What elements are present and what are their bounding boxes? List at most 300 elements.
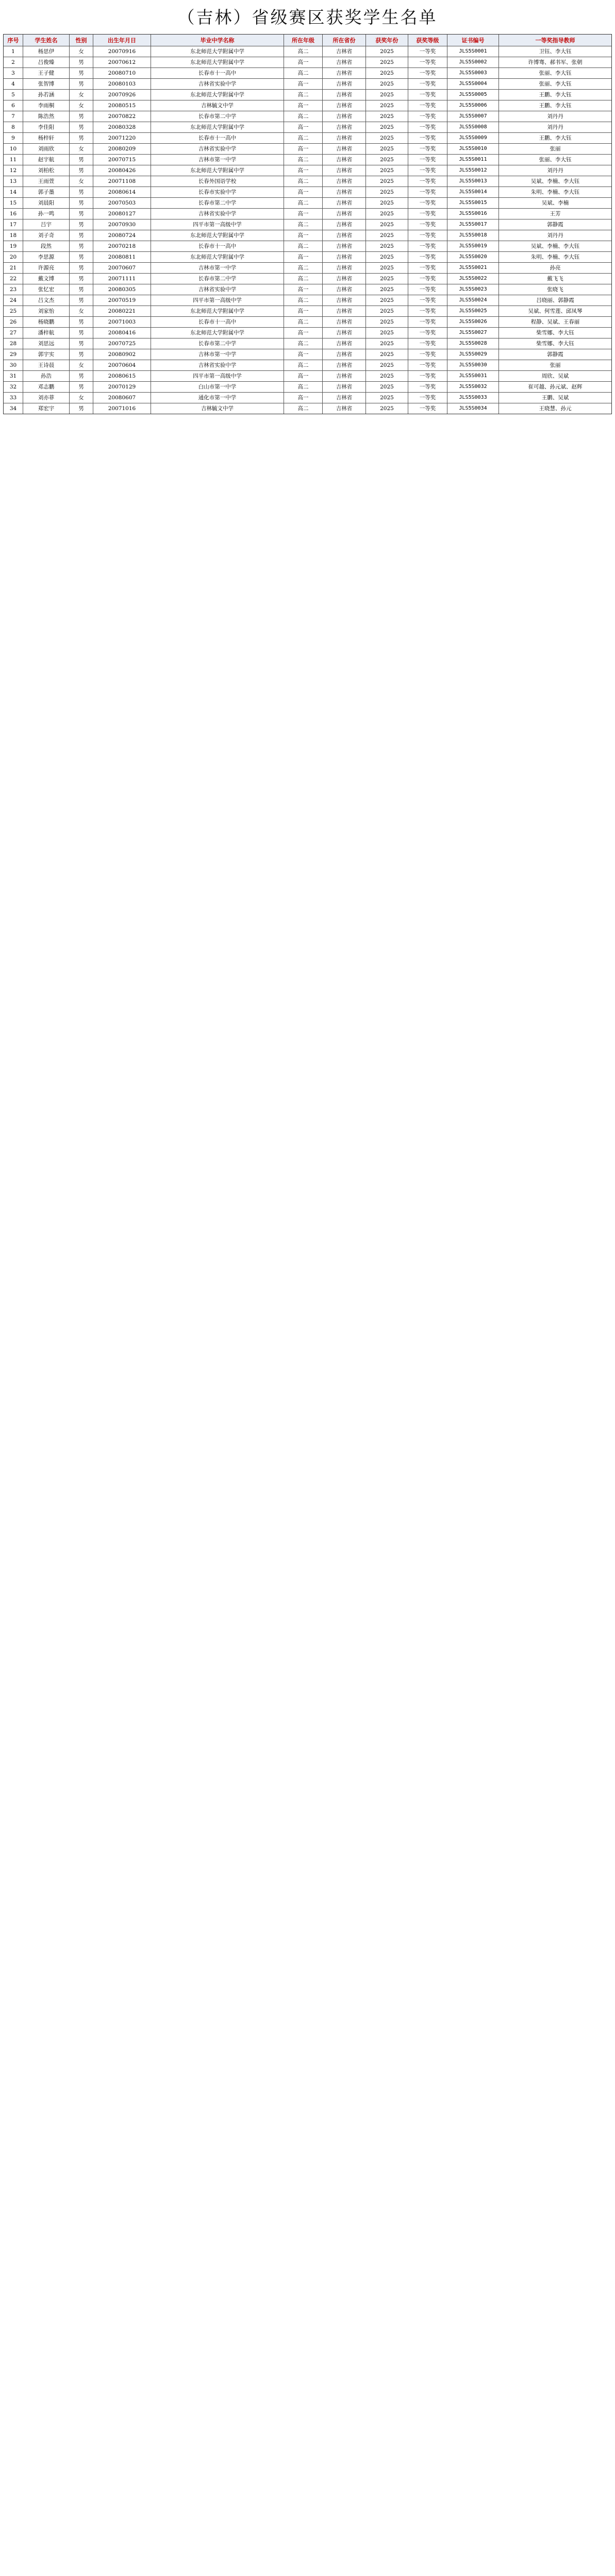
- cell-year: 2025: [366, 209, 408, 219]
- cell-province: 吉林省: [323, 241, 366, 251]
- table-row: [4, 263, 611, 274]
- cell-award-level: 一等奖: [408, 122, 447, 132]
- cell-award-level: 一等奖: [408, 198, 447, 208]
- cell-school: 东北师范大学附属中学: [151, 252, 284, 262]
- cell-index: 23: [4, 284, 23, 295]
- cell-award-level: 一等奖: [408, 79, 447, 89]
- cell-year: 2025: [366, 57, 408, 67]
- cell-gender: 男: [70, 263, 93, 273]
- cell-teacher: 刘丹丹: [547, 167, 563, 174]
- header-award-level: 获奖等级: [408, 35, 447, 46]
- cell-certificate: JLS5S0012: [447, 165, 499, 176]
- table-row: [4, 133, 611, 144]
- cell-school: 四平市第一高级中学: [151, 371, 284, 381]
- cell-birthdate: 20071016: [93, 403, 151, 414]
- cell-school: 四平市第一高级中学: [151, 219, 284, 230]
- cell-index: 4: [4, 79, 23, 89]
- cell-award-level: 一等奖: [408, 68, 447, 78]
- cell-province: 吉林省: [323, 209, 366, 219]
- table-row: [4, 393, 611, 403]
- cell-certificate: JLS5S0002: [447, 57, 499, 67]
- cell-grade: 高二: [284, 133, 323, 143]
- cell-index: 17: [4, 219, 23, 230]
- cell-index: 29: [4, 349, 23, 360]
- cell-certificate: JLS5S0034: [447, 403, 499, 414]
- cell-name: 段然: [23, 241, 70, 251]
- cell-birthdate: 20070607: [93, 263, 151, 273]
- cell-gender: 女: [70, 306, 93, 316]
- cell-school: 吉林省实验中学: [151, 284, 284, 295]
- cell-birthdate: 20080221: [93, 306, 151, 316]
- cell-year: 2025: [366, 349, 408, 360]
- cell-grade: 高一: [284, 187, 323, 197]
- cell-award-level: 一等奖: [408, 403, 447, 414]
- table-row: [4, 371, 611, 382]
- cell-award-level: 一等奖: [408, 209, 447, 219]
- cell-birthdate: 20080615: [93, 371, 151, 381]
- cell-grade: 高一: [284, 371, 323, 381]
- cell-school: 吉林毓文中学: [151, 403, 284, 414]
- cell-birthdate: 20080328: [93, 122, 151, 132]
- cell-birthdate: 20080724: [93, 230, 151, 241]
- cell-certificate: JLS5S0018: [447, 230, 499, 241]
- cell-year: 2025: [366, 274, 408, 284]
- cell-school: 东北师范大学附属中学: [151, 165, 284, 176]
- cell-province: 吉林省: [323, 393, 366, 403]
- cell-school: 东北师范大学附属中学: [151, 90, 284, 100]
- cell-school: 东北师范大学附属中学: [151, 46, 284, 57]
- cell-certificate: JLS5S0015: [447, 198, 499, 208]
- cell-certificate: JLS5S0006: [447, 100, 499, 111]
- cell-name: 许源亮: [23, 263, 70, 273]
- cell-grade: 高一: [284, 284, 323, 295]
- cell-gender: 男: [70, 165, 93, 176]
- cell-grade: 高二: [284, 198, 323, 208]
- cell-province: 吉林省: [323, 317, 366, 327]
- cell-province: 吉林省: [323, 338, 366, 349]
- cell-year: 2025: [366, 317, 408, 327]
- cell-teacher: 张丽: [550, 145, 561, 152]
- cell-year: 2025: [366, 165, 408, 176]
- cell-school: 长春市十一高中: [151, 133, 284, 143]
- cell-name: 刘柏松: [23, 165, 70, 176]
- cell-name: 吕宇: [23, 219, 70, 230]
- cell-teacher: 吴斌、李楠、李大钰: [530, 178, 580, 184]
- cell-school: 吉林毓文中学: [151, 100, 284, 111]
- cell-gender: 男: [70, 57, 93, 67]
- cell-year: 2025: [366, 371, 408, 381]
- cell-grade: 高二: [284, 263, 323, 273]
- cell-teacher: 王鹏、李大钰: [539, 91, 572, 98]
- cell-grade: 高一: [284, 122, 323, 132]
- cell-birthdate: 20070822: [93, 111, 151, 122]
- cell-province: 吉林省: [323, 46, 366, 57]
- cell-school: 白山市第一中学: [151, 382, 284, 392]
- cell-school: 通化市第一中学: [151, 393, 284, 403]
- cell-award-level: 一等奖: [408, 263, 447, 273]
- cell-name: 王诗晨: [23, 360, 70, 370]
- header-school: 毕业中学名称: [151, 35, 284, 46]
- cell-name: 孙若涵: [23, 90, 70, 100]
- cell-year: 2025: [366, 360, 408, 370]
- table-row: [4, 317, 611, 328]
- cell-province: 吉林省: [323, 176, 366, 187]
- page-title: （吉林）省级赛区获奖学生名单: [177, 7, 438, 27]
- table-row: [4, 144, 611, 155]
- header-index: 序号: [4, 35, 23, 46]
- cell-teacher: 周欣、吴斌: [541, 372, 569, 379]
- cell-gender: 男: [70, 111, 93, 122]
- cell-gender: 男: [70, 155, 93, 165]
- cell-gender: 男: [70, 382, 93, 392]
- cell-teacher: 张丽: [550, 362, 561, 368]
- cell-school: 长春外国语学校: [151, 176, 284, 187]
- cell-certificate: JLS5S0033: [447, 393, 499, 403]
- cell-teacher: 张丽、李大钰: [539, 156, 572, 163]
- cell-certificate: JLS5S0003: [447, 68, 499, 78]
- cell-grade: 高一: [284, 306, 323, 316]
- table-row: [4, 382, 611, 393]
- cell-province: 吉林省: [323, 284, 366, 295]
- cell-school: 东北师范大学附属中学: [151, 57, 284, 67]
- cell-award-level: 一等奖: [408, 46, 447, 57]
- cell-grade: 高二: [284, 295, 323, 306]
- cell-name: 刘子奇: [23, 230, 70, 241]
- cell-grade: 高一: [284, 209, 323, 219]
- table-row: [4, 68, 611, 79]
- cell-school: 吉林省实验中学: [151, 209, 284, 219]
- cell-gender: 女: [70, 393, 93, 403]
- cell-name: 杨思伊: [23, 46, 70, 57]
- cell-teacher: 崔可越、孙元斌、赵辉: [528, 383, 583, 390]
- cell-gender: 男: [70, 187, 93, 197]
- cell-certificate: JLS5S0021: [447, 263, 499, 273]
- cell-index: 15: [4, 198, 23, 208]
- cell-gender: 男: [70, 317, 93, 327]
- cell-province: 吉林省: [323, 111, 366, 122]
- cell-grade: 高一: [284, 349, 323, 360]
- cell-year: 2025: [366, 382, 408, 392]
- cell-school: 长春市十一高中: [151, 317, 284, 327]
- cell-birthdate: 20080103: [93, 79, 151, 89]
- cell-award-level: 一等奖: [408, 393, 447, 403]
- cell-certificate: JLS5S0001: [447, 46, 499, 57]
- cell-grade: 高一: [284, 230, 323, 241]
- table-row: [4, 176, 611, 187]
- cell-province: 吉林省: [323, 155, 366, 165]
- cell-grade: 高一: [284, 100, 323, 111]
- table-row: [4, 209, 611, 219]
- header-year: 获奖年份: [366, 35, 408, 46]
- cell-certificate: JLS5S0011: [447, 155, 499, 165]
- cell-gender: 男: [70, 284, 93, 295]
- cell-index: 5: [4, 90, 23, 100]
- cell-province: 吉林省: [323, 328, 366, 338]
- cell-province: 吉林省: [323, 371, 366, 381]
- cell-certificate: JLS5S0016: [447, 209, 499, 219]
- cell-name: 杨晓鹏: [23, 317, 70, 327]
- cell-award-level: 一等奖: [408, 382, 447, 392]
- cell-name: 邓志鹏: [23, 382, 70, 392]
- cell-province: 吉林省: [323, 230, 366, 241]
- cell-certificate: JLS5S0009: [447, 133, 499, 143]
- cell-year: 2025: [366, 252, 408, 262]
- cell-gender: 男: [70, 241, 93, 251]
- cell-province: 吉林省: [323, 198, 366, 208]
- table-header-row: [4, 35, 611, 46]
- cell-award-level: 一等奖: [408, 252, 447, 262]
- cell-birthdate: 20080127: [93, 209, 151, 219]
- cell-index: 6: [4, 100, 23, 111]
- cell-name: 李佳阳: [23, 122, 70, 132]
- cell-award-level: 一等奖: [408, 295, 447, 306]
- cell-province: 吉林省: [323, 382, 366, 392]
- header-grade: 所在年级: [284, 35, 323, 46]
- cell-gender: 女: [70, 46, 93, 57]
- cell-province: 吉林省: [323, 252, 366, 262]
- cell-year: 2025: [366, 306, 408, 316]
- table-row: [4, 155, 611, 165]
- cell-school: 吉林市第一中学: [151, 263, 284, 273]
- cell-index: 11: [4, 155, 23, 165]
- cell-certificate: JLS5S0025: [447, 306, 499, 316]
- cell-grade: 高二: [284, 46, 323, 57]
- cell-index: 8: [4, 122, 23, 132]
- cell-birthdate: 20080426: [93, 165, 151, 176]
- cell-teacher: 柴雪娜、李大钰: [536, 340, 574, 347]
- cell-certificate: JLS5S0032: [447, 382, 499, 392]
- table-row: [4, 46, 611, 57]
- cell-teacher: 吴斌、何雪莲、邱凤琴: [528, 308, 583, 314]
- cell-gender: 女: [70, 360, 93, 370]
- cell-year: 2025: [366, 144, 408, 154]
- cell-province: 吉林省: [323, 263, 366, 273]
- cell-birthdate: 20070519: [93, 295, 151, 306]
- cell-province: 吉林省: [323, 349, 366, 360]
- cell-name: 王子健: [23, 68, 70, 78]
- cell-name: 戴文博: [23, 274, 70, 284]
- cell-school: 吉林市第一中学: [151, 349, 284, 360]
- cell-birthdate: 20071003: [93, 317, 151, 327]
- cell-province: 吉林省: [323, 306, 366, 316]
- cell-teacher: 吴斌、李楠: [541, 199, 569, 206]
- cell-birthdate: 20070129: [93, 382, 151, 392]
- cell-year: 2025: [366, 90, 408, 100]
- cell-award-level: 一等奖: [408, 328, 447, 338]
- cell-name: 郭子墨: [23, 187, 70, 197]
- table-row: [4, 360, 611, 371]
- cell-gender: 男: [70, 79, 93, 89]
- cell-index: 20: [4, 252, 23, 262]
- award-table: [3, 34, 612, 414]
- cell-award-level: 一等奖: [408, 57, 447, 67]
- cell-name: 李思源: [23, 252, 70, 262]
- cell-certificate: JLS5S0007: [447, 111, 499, 122]
- cell-birthdate: 20070725: [93, 338, 151, 349]
- table-row: [4, 306, 611, 317]
- cell-teacher: 朱明、李楠、李大钰: [530, 189, 580, 195]
- table-row: [4, 219, 611, 230]
- cell-year: 2025: [366, 403, 408, 414]
- cell-index: 28: [4, 338, 23, 349]
- cell-grade: 高二: [284, 90, 323, 100]
- table-row: [4, 328, 611, 338]
- cell-grade: 高二: [284, 317, 323, 327]
- cell-year: 2025: [366, 100, 408, 111]
- cell-certificate: JLS5S0004: [447, 79, 499, 89]
- cell-name: 张忆宏: [23, 284, 70, 295]
- cell-index: 1: [4, 46, 23, 57]
- cell-school: 长春市第二中学: [151, 111, 284, 122]
- cell-province: 吉林省: [323, 57, 366, 67]
- cell-birthdate: 20070715: [93, 155, 151, 165]
- cell-birthdate: 20070612: [93, 57, 151, 67]
- cell-teacher: 吕晓丽、郭静霞: [536, 297, 574, 303]
- cell-award-level: 一等奖: [408, 284, 447, 295]
- cell-name: 张智博: [23, 79, 70, 89]
- cell-gender: 男: [70, 122, 93, 132]
- cell-award-level: 一等奖: [408, 111, 447, 122]
- cell-award-level: 一等奖: [408, 230, 447, 241]
- cell-teacher: 王鹏、李大钰: [539, 102, 572, 109]
- table-row: [4, 187, 611, 198]
- cell-certificate: JLS5S0010: [447, 144, 499, 154]
- cell-certificate: JLS5S0014: [447, 187, 499, 197]
- cell-gender: 男: [70, 338, 93, 349]
- cell-certificate: JLS5S0024: [447, 295, 499, 306]
- cell-teacher: 吴斌、李楠、李大钰: [530, 243, 580, 249]
- cell-birthdate: 20080811: [93, 252, 151, 262]
- cell-teacher: 孙亮: [550, 264, 561, 271]
- cell-name: 刘思远: [23, 338, 70, 349]
- cell-gender: 女: [70, 100, 93, 111]
- table-row: [4, 57, 611, 68]
- table-body: [4, 46, 611, 414]
- cell-certificate: JLS5S0028: [447, 338, 499, 349]
- cell-award-level: 一等奖: [408, 133, 447, 143]
- cell-index: 9: [4, 133, 23, 143]
- table-row: [4, 338, 611, 349]
- cell-grade: 高二: [284, 382, 323, 392]
- cell-province: 吉林省: [323, 79, 366, 89]
- cell-award-level: 一等奖: [408, 219, 447, 230]
- cell-teacher: 郭静霞: [547, 221, 563, 228]
- cell-teacher: 王鹏、李大钰: [539, 134, 572, 141]
- cell-award-level: 一等奖: [408, 90, 447, 100]
- cell-school: 吉林市第一中学: [151, 155, 284, 165]
- cell-gender: 男: [70, 349, 93, 360]
- cell-gender: 男: [70, 209, 93, 219]
- cell-year: 2025: [366, 122, 408, 132]
- cell-grade: 高二: [284, 111, 323, 122]
- cell-grade: 高二: [284, 360, 323, 370]
- header-name: 学生姓名: [23, 35, 70, 46]
- cell-grade: 高二: [284, 219, 323, 230]
- cell-grade: 高一: [284, 57, 323, 67]
- cell-province: 吉林省: [323, 219, 366, 230]
- cell-name: 王雨萱: [23, 176, 70, 187]
- cell-teacher: 张丽、李大钰: [539, 70, 572, 76]
- cell-gender: 女: [70, 176, 93, 187]
- header-province: 所在省份: [323, 35, 366, 46]
- table-row: [4, 100, 611, 111]
- cell-index: 24: [4, 295, 23, 306]
- cell-school: 长春市十一高中: [151, 68, 284, 78]
- cell-grade: 高二: [284, 338, 323, 349]
- cell-grade: 高一: [284, 252, 323, 262]
- cell-province: 吉林省: [323, 144, 366, 154]
- cell-award-level: 一等奖: [408, 187, 447, 197]
- cell-gender: 男: [70, 295, 93, 306]
- cell-year: 2025: [366, 263, 408, 273]
- cell-grade: 高一: [284, 165, 323, 176]
- cell-grade: 高二: [284, 274, 323, 284]
- cell-birthdate: 20071108: [93, 176, 151, 187]
- cell-school: 吉林省实验中学: [151, 144, 284, 154]
- table-row: [4, 403, 611, 414]
- cell-teacher: 王芳: [550, 210, 561, 217]
- cell-award-level: 一等奖: [408, 371, 447, 381]
- cell-province: 吉林省: [323, 187, 366, 197]
- cell-province: 吉林省: [323, 165, 366, 176]
- cell-gender: 女: [70, 144, 93, 154]
- cell-certificate: JLS5S0023: [447, 284, 499, 295]
- cell-certificate: JLS5S0019: [447, 241, 499, 251]
- cell-name: 刘雨欣: [23, 144, 70, 154]
- cell-teacher: 许博骞、郝书军、张朝: [528, 59, 583, 65]
- table-row: [4, 122, 611, 133]
- cell-name: 郑宏宇: [23, 403, 70, 414]
- cell-grade: 高二: [284, 155, 323, 165]
- cell-year: 2025: [366, 111, 408, 122]
- cell-index: 13: [4, 176, 23, 187]
- cell-grade: 高一: [284, 393, 323, 403]
- cell-school: 东北师范大学附属中学: [151, 306, 284, 316]
- cell-school: 东北师范大学附属中学: [151, 328, 284, 338]
- cell-gender: 男: [70, 133, 93, 143]
- cell-award-level: 一等奖: [408, 241, 447, 251]
- cell-grade: 高一: [284, 328, 323, 338]
- cell-year: 2025: [366, 328, 408, 338]
- cell-teacher: 朱明、李楠、李大钰: [530, 253, 580, 260]
- cell-index: 16: [4, 209, 23, 219]
- cell-year: 2025: [366, 79, 408, 89]
- cell-award-level: 一等奖: [408, 317, 447, 327]
- cell-school: 吉林省实验中学: [151, 79, 284, 89]
- cell-award-level: 一等奖: [408, 165, 447, 176]
- cell-birthdate: 20080416: [93, 328, 151, 338]
- cell-teacher: 程静、吴斌、王春丽: [530, 318, 580, 325]
- cell-name: 吕俊臻: [23, 57, 70, 67]
- cell-award-level: 一等奖: [408, 176, 447, 187]
- cell-birthdate: 20070930: [93, 219, 151, 230]
- cell-year: 2025: [366, 393, 408, 403]
- cell-index: 10: [4, 144, 23, 154]
- cell-certificate: JLS5S0017: [447, 219, 499, 230]
- cell-grade: 高一: [284, 79, 323, 89]
- cell-year: 2025: [366, 230, 408, 241]
- cell-birthdate: 20080710: [93, 68, 151, 78]
- cell-gender: 男: [70, 230, 93, 241]
- cell-year: 2025: [366, 133, 408, 143]
- cell-teacher: 张丽、李大钰: [539, 80, 572, 87]
- cell-gender: 男: [70, 68, 93, 78]
- cell-birthdate: 20071220: [93, 133, 151, 143]
- cell-index: 30: [4, 360, 23, 370]
- cell-name: 刘晨阳: [23, 198, 70, 208]
- cell-gender: 男: [70, 328, 93, 338]
- cell-certificate: JLS5S0022: [447, 274, 499, 284]
